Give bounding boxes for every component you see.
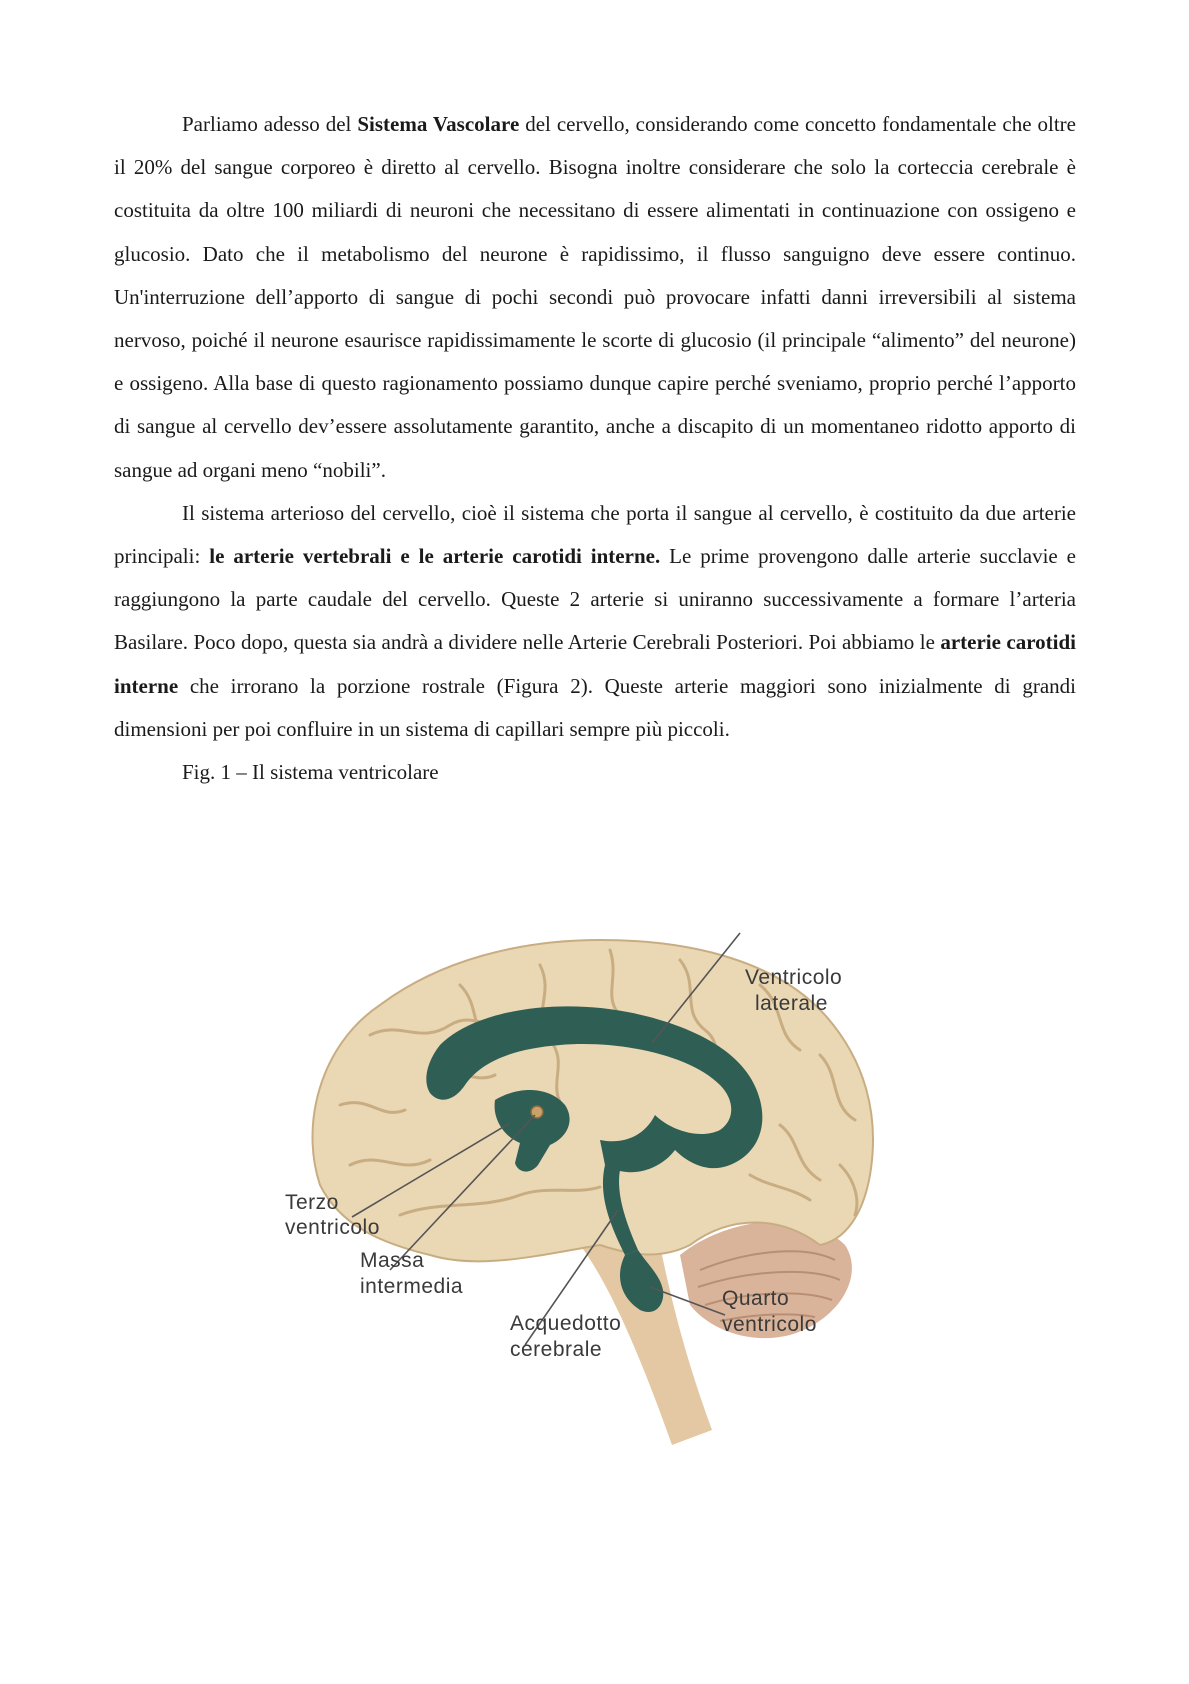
label-terzo-ventricolo-2: ventricolo [285,1216,380,1239]
figure-caption: Fig. 1 – Il sistema ventricolare [182,760,439,785]
label-ventricolo-laterale-1: Ventricolo [745,966,843,989]
text-block [114,103,1076,794]
label-massa-intermedia-2: intermedia [360,1275,464,1298]
para2-text-3: che irrorano la porzione rostrale (Figura 2). Queste arterie maggiori sono inizialmente di grandi dimensioni per poi confluire in un sistema di capillari sempre più piccoli. [114,673,1076,741]
para1-text-2: del cervello, considerando come concetto fondamentale che oltre il 20% del sangue corporeo è diretto al cervello. Bisogna inoltre considerare che solo la corteccia cerebrale è costituita da oltre 100 miliardi di neuroni che necessitano di essere alimentati in continuazione con ossigeno e glucosio. Dato che il metabolismo del neurone è rapidissimo, il flusso sanguigno deve essere continuo. Un'interruzione dell’apporto di sangue di pochi secondi può provocare infatti danni irreversibili al sistema nervoso, poiché il neurone esaurisce rapidissimamente le scorte di glucosio (il principale “alimento” del neurone) e ossigeno. Alla base di questo ragionamento possiamo dunque capire perché sveniamo, proprio perché l’apporto di sangue al cervello dev’essere assolutamente garantito, anche a discapito di un momentaneo ridotto apporto di sangue ad organi meno “nobili”. [114,112,1076,482]
para1-text-1: Parliamo adesso del [182,112,358,136]
paragraph-sistema-arterioso [114,492,1076,751]
label-ventricolo-laterale-2: laterale [755,992,828,1015]
label-quarto-ventricolo-1: Quarto [722,1287,790,1310]
para2-bold-1: le arterie vertebrali e le arterie carotidi interne. [209,544,661,569]
para2-text-2: Le prime provengono dalle arterie succlavie e raggiungono la parte caudale del cervello. Queste 2 arterie si uniranno successivamente a formare l’arteria Basilare. Poco dopo, questa sia andrà a dividere nelle Arterie Cerebrali Posteriori. Poi abbiamo le [114,544,1076,655]
paragraph-sistema-vascolare [114,103,1076,492]
brain-ventricular-system-figure [280,925,920,1485]
para1-bold-1: Sistema Vascolare [357,112,520,136]
brain-illustration [280,925,920,1485]
label-quarto-ventricolo-2: ventricolo [722,1313,817,1336]
para2-bold-2: arterie carotidi interne [114,630,1077,698]
label-terzo-ventricolo-1: Terzo [285,1191,339,1214]
para2-text-1: Il sistema arterioso del cervello, cioè il sistema che porta il sangue al cervello, è costituito da due arterie principali: [114,500,1076,569]
label-acquedotto-1: Acquedotto [510,1312,622,1335]
label-acquedotto-2: cerebrale [510,1338,603,1361]
label-massa-intermedia-1: Massa [360,1249,425,1272]
